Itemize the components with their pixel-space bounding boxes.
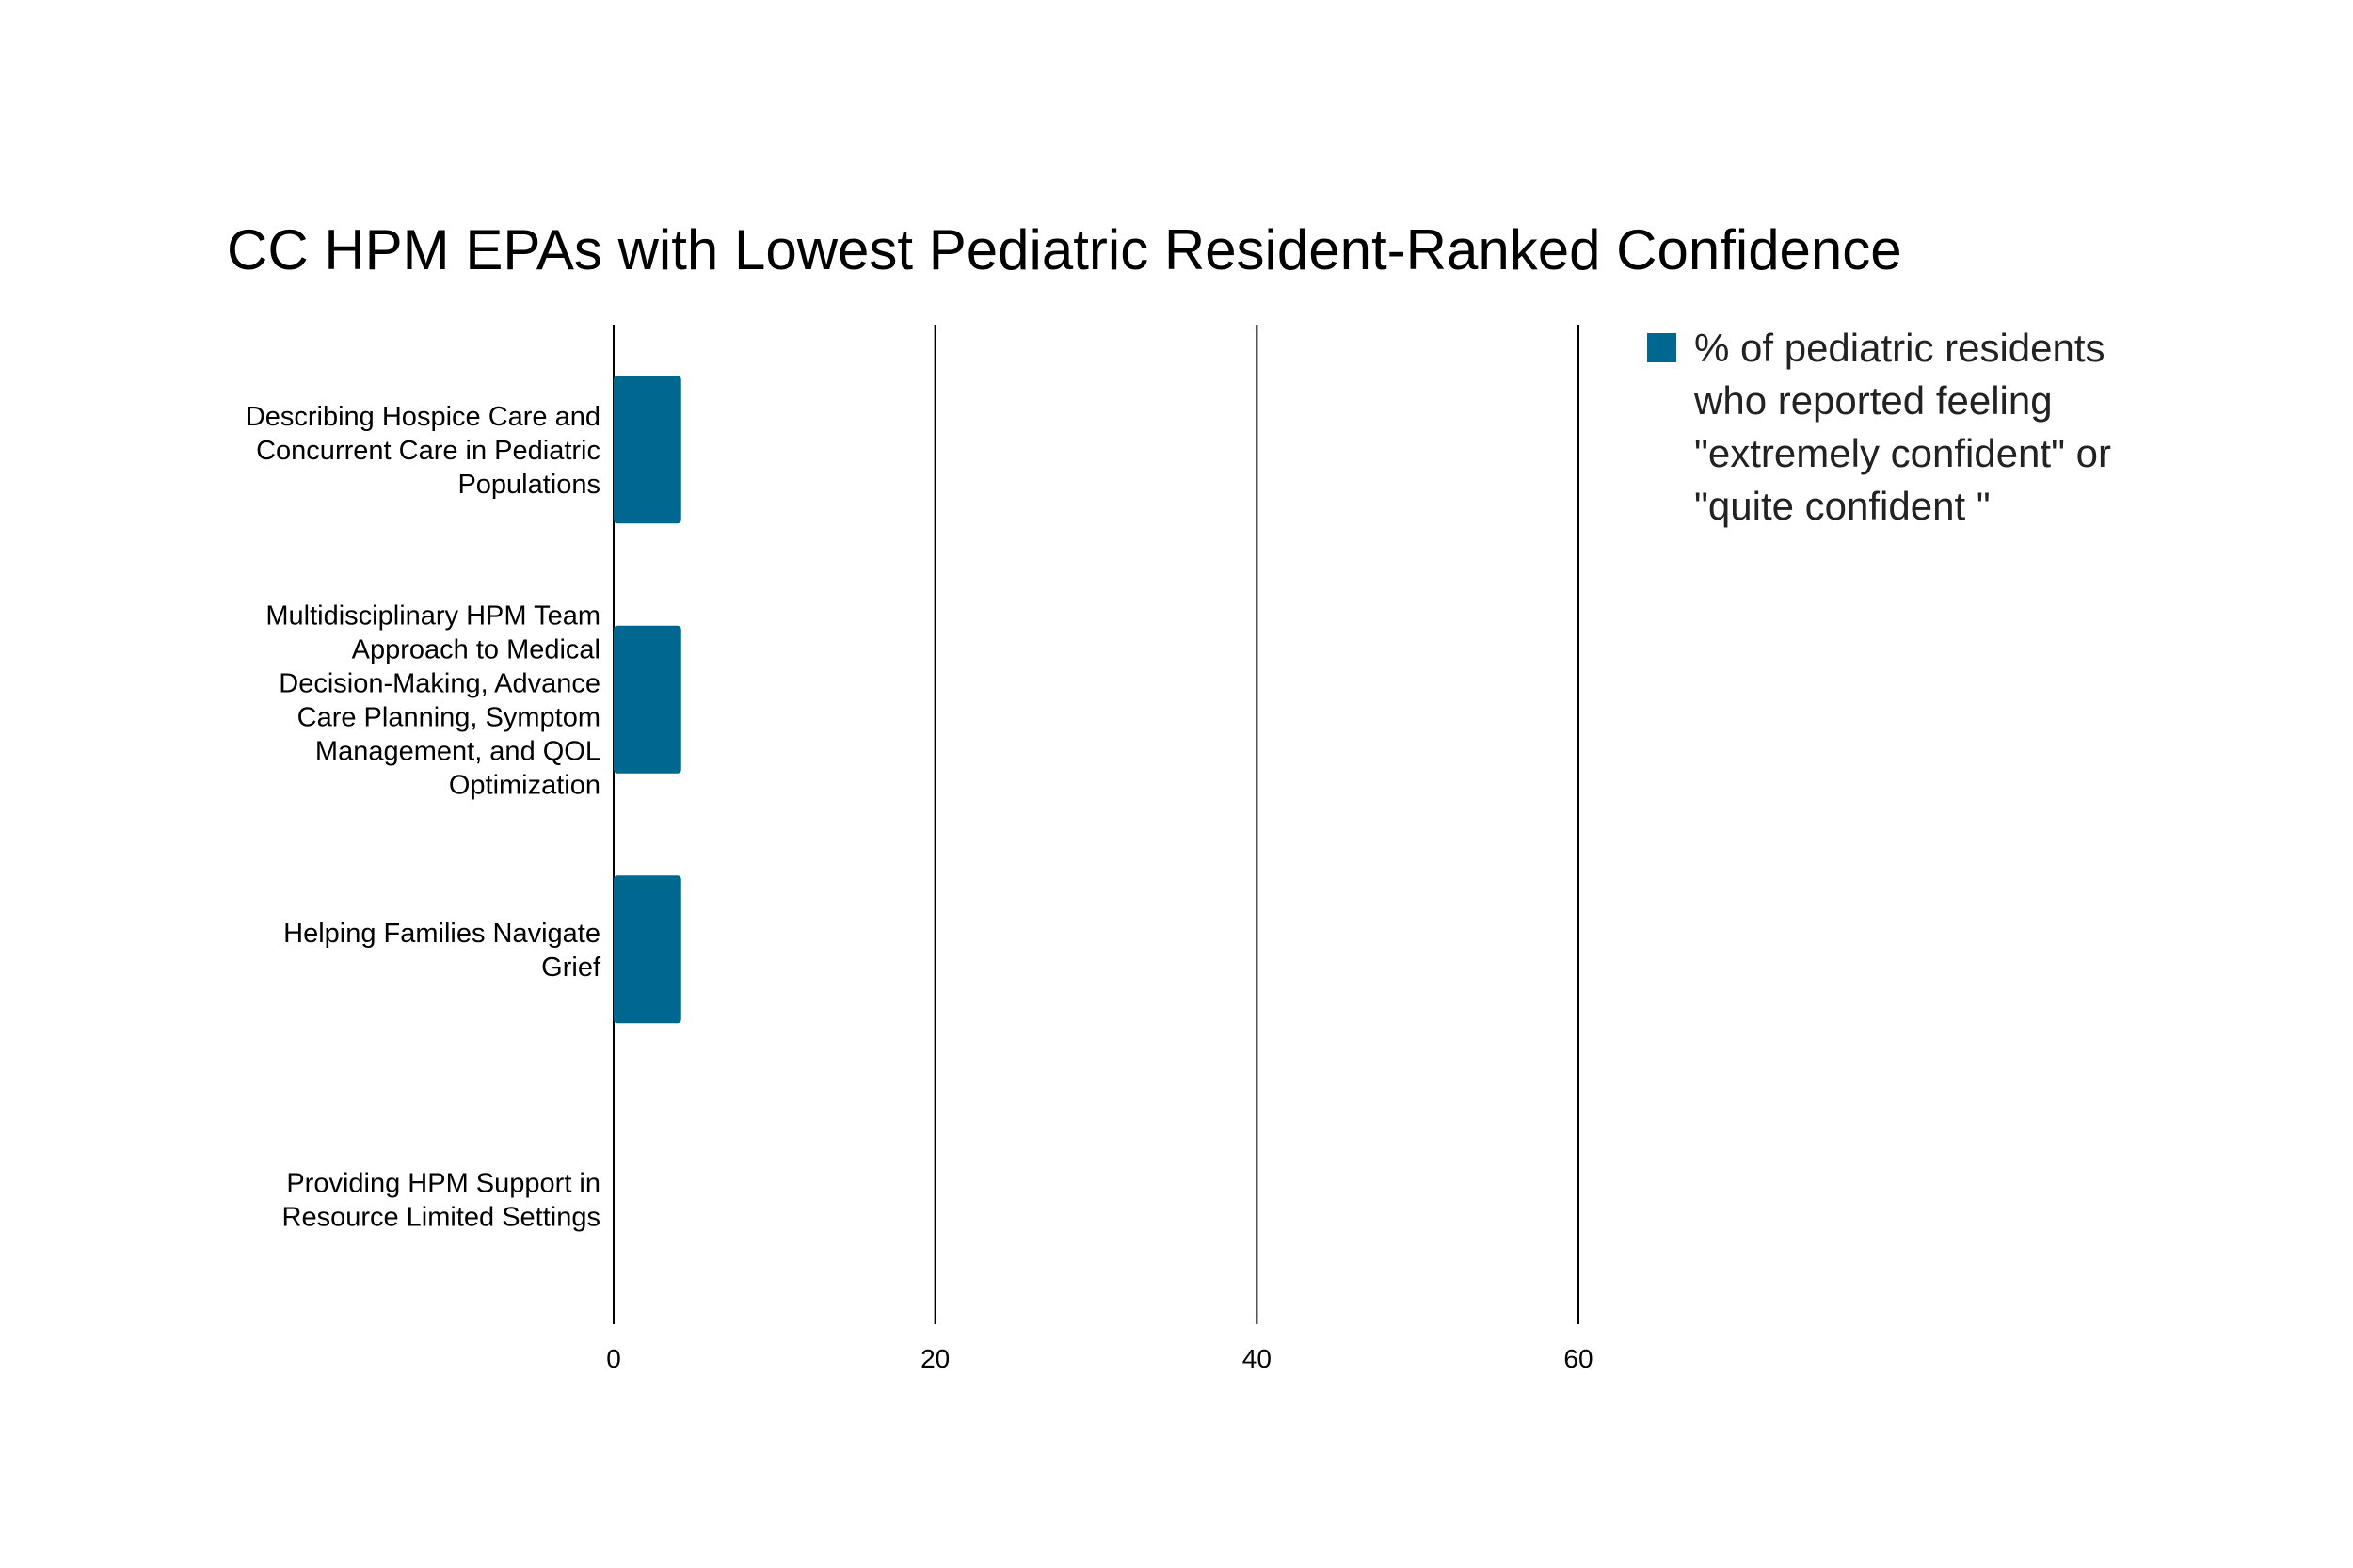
x-tick-label: 60 — [1563, 1344, 1593, 1373]
legend-label-line: "quite confident " — [1694, 484, 1991, 528]
bar — [614, 875, 681, 1023]
legend-label-line: who reported feeling — [1694, 378, 2053, 423]
x-tick-label: 20 — [920, 1344, 951, 1373]
x-tick-labels — [606, 1344, 1593, 1373]
category-label-line: Management, and QOL — [314, 736, 600, 767]
category-label-line: Populations — [457, 469, 600, 500]
bars — [614, 376, 681, 1023]
gridlines — [614, 325, 1578, 1324]
bar — [614, 376, 681, 523]
category-label-line: Describing Hospice Care and — [245, 401, 600, 432]
category-label-line: Resource Limited Settings — [281, 1202, 600, 1233]
category-label — [283, 919, 601, 983]
category-label — [282, 1168, 601, 1232]
legend-label-line: % of pediatric residents — [1694, 326, 2105, 370]
category-label-line: Providing HPM Support in — [286, 1168, 600, 1199]
category-label-line: Concurrent Care in Pediatric — [256, 435, 600, 466]
x-tick-label: 40 — [1241, 1344, 1272, 1373]
category-label — [265, 600, 600, 800]
category-label-line: Optimization — [448, 770, 600, 801]
bar — [614, 626, 681, 774]
legend — [1647, 326, 2111, 528]
category-label-line: Multidisciplinary HPM Team — [265, 600, 600, 632]
category-label-line: Approach to Medical — [351, 634, 600, 665]
category-label-line: Grief — [541, 952, 600, 983]
category-label-line: Helping Families Navigate — [283, 918, 600, 949]
x-tick-label: 0 — [606, 1344, 621, 1373]
category-label-line: Care Planning, Symptom — [296, 702, 600, 733]
category-label-line: Decision-Making, Advance — [279, 668, 600, 699]
category-label — [246, 402, 600, 500]
category-labels — [246, 402, 601, 1233]
chart-title: CC HPM EPAs with Lowest Pediatric Resident-Ranked Confidence — [227, 218, 1902, 281]
legend-label-line: "extremely confident" or — [1694, 431, 2112, 475]
legend-swatch — [1647, 333, 1676, 362]
